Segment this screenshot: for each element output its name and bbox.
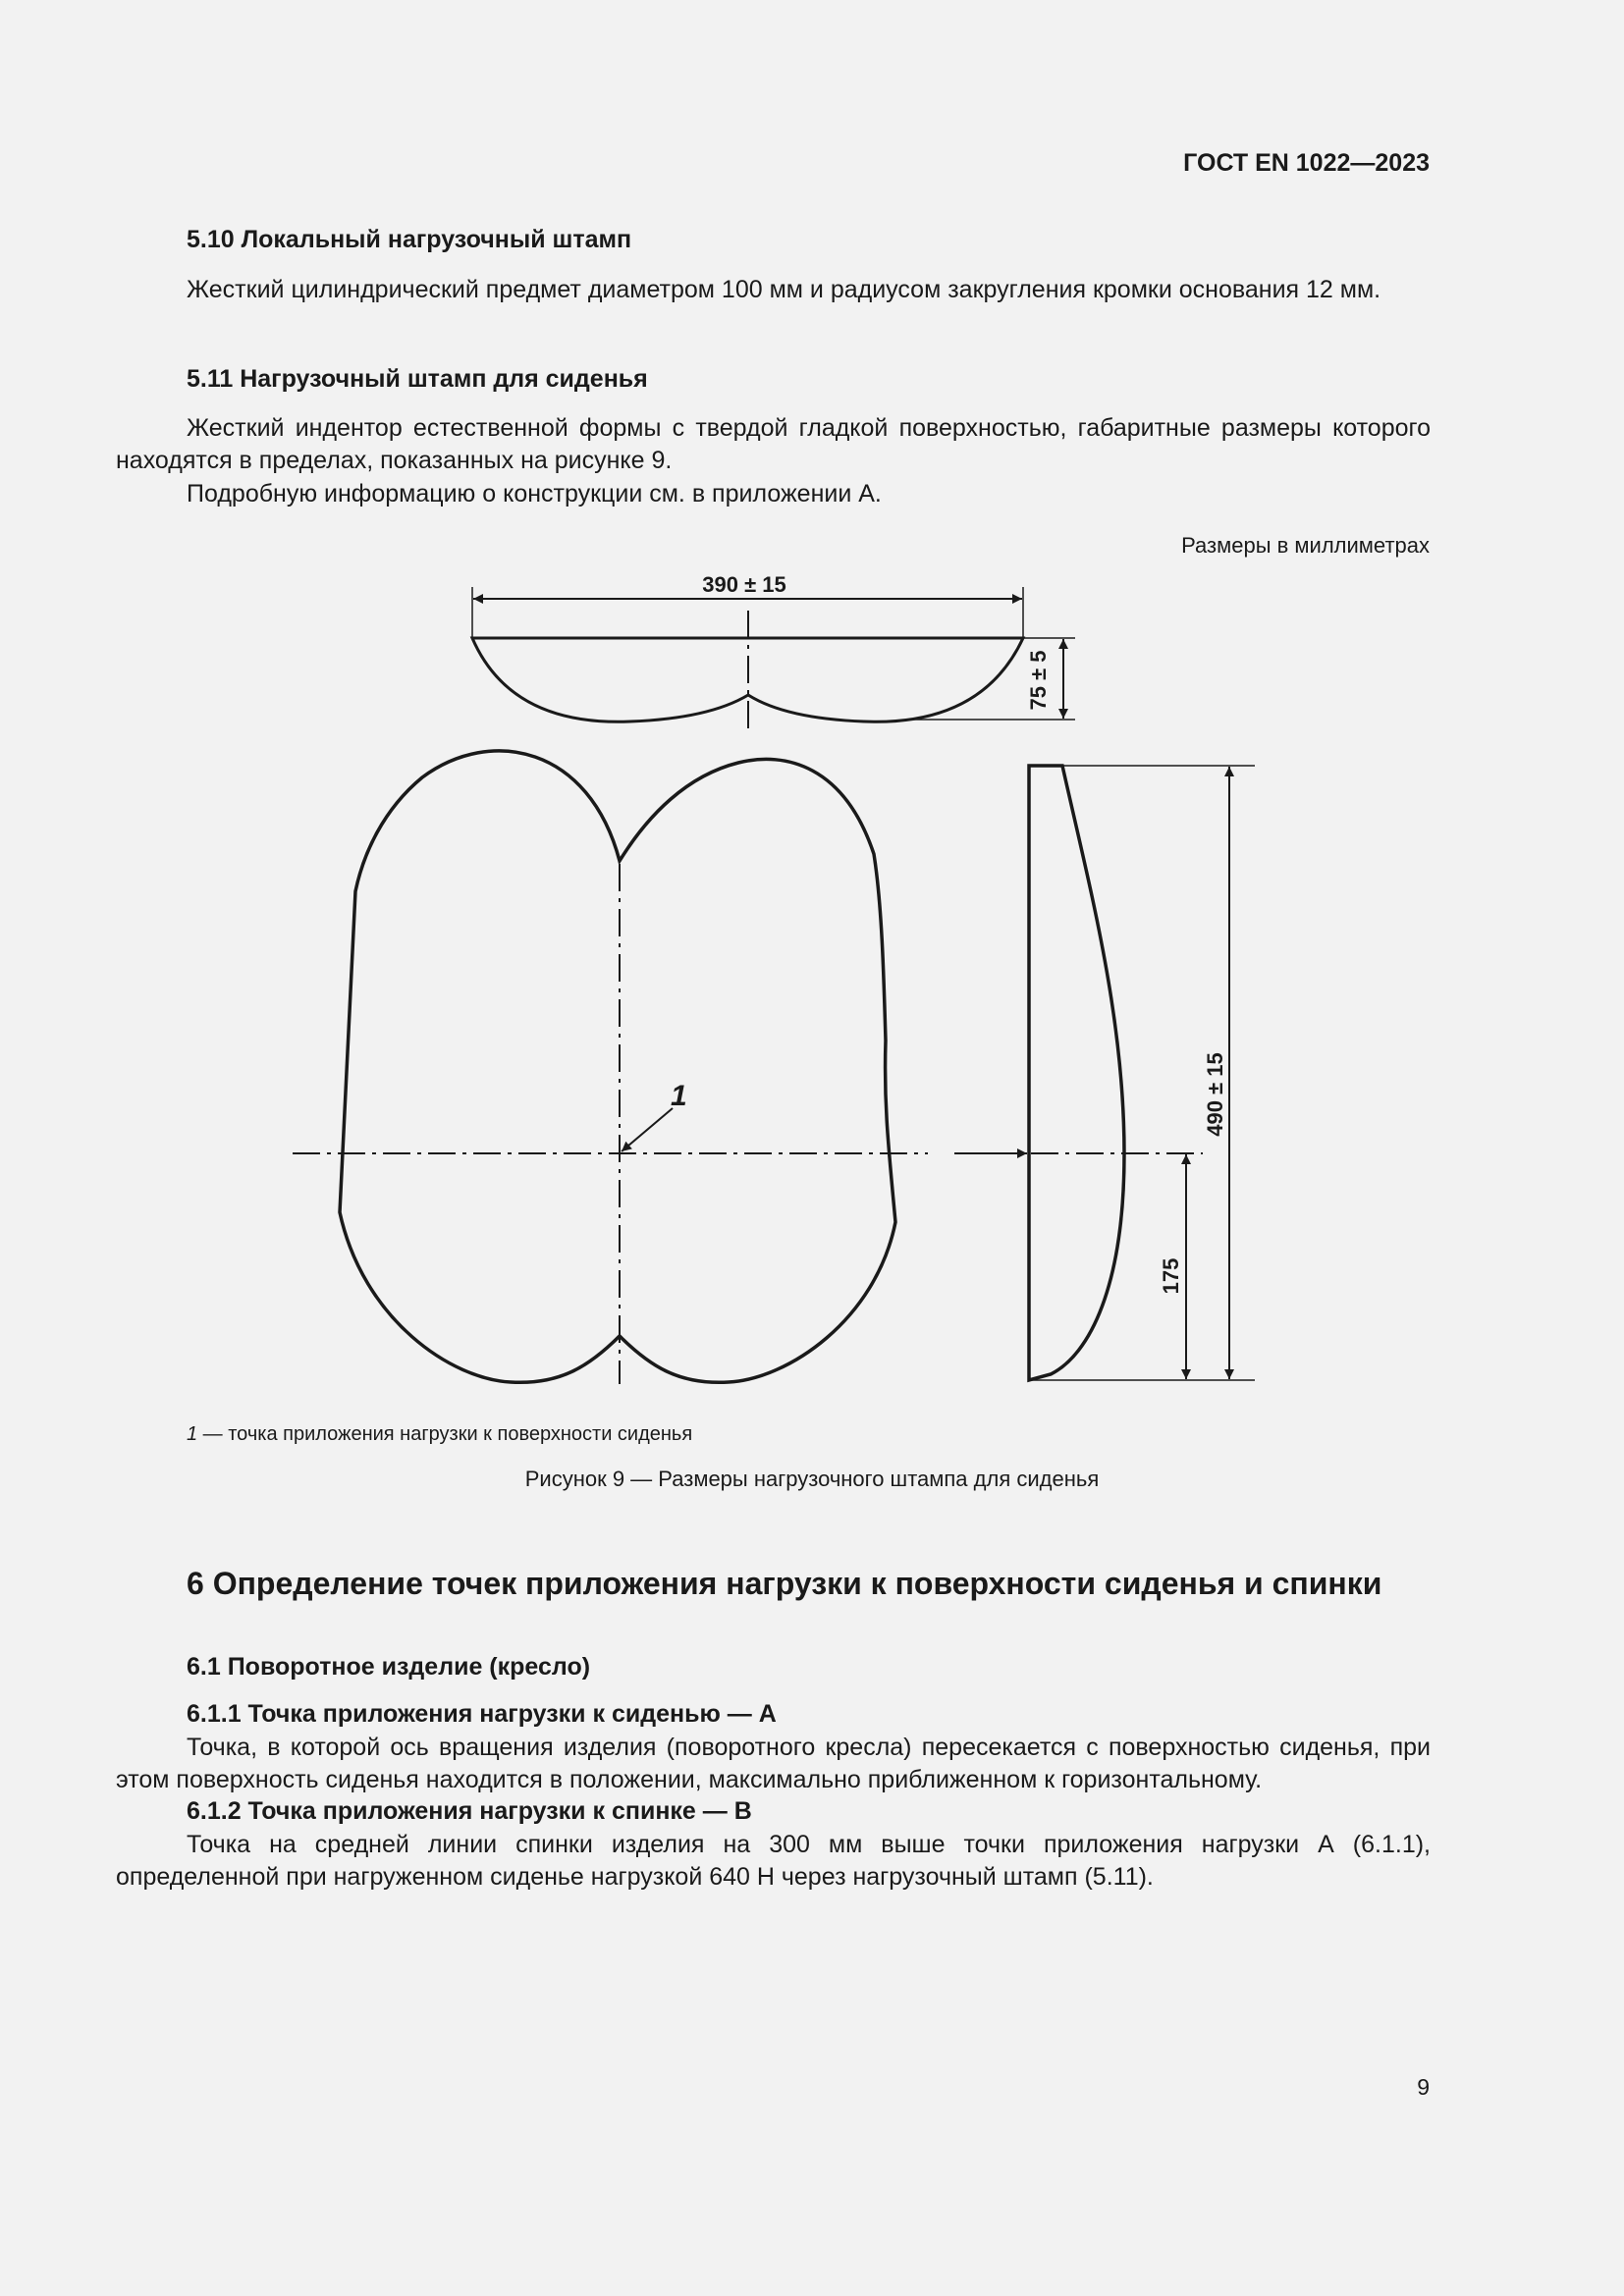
document-code: ГОСТ EN 1022—2023: [1183, 149, 1430, 177]
section-5-11-heading: 5.11 Нагрузочный штамп для сиденья: [187, 365, 648, 393]
section-6-1-2-text: Точка на средней линии спинки изделия на 300 мм выше точки приложения нагрузки А (6.1.1), определенной при нагруженном сиденье нагрузкой 640 Н через нагрузочный штамп (5.11).: [116, 1831, 1431, 1891]
page-number: 9: [1417, 2074, 1430, 2100]
units-note: Размеры в миллиметрах: [1181, 533, 1430, 558]
figure-legend: [187, 1423, 692, 1446]
width-dimension-label: 390 ± 15: [702, 572, 786, 597]
section-6-heading: 6 Определение точек приложения нагрузки к поверхности сиденья и спинки: [187, 1566, 1382, 1601]
section-6-1-heading: 6.1 Поворотное изделие (кресло): [187, 1653, 591, 1681]
length-dimension-label: 490 ± 15: [1203, 1052, 1227, 1137]
point-dimension-label: 175: [1159, 1257, 1183, 1295]
figure-caption: Рисунок 9 — Размеры нагрузочного штампа для сиденья: [524, 1467, 1100, 1491]
section-5-10-heading: 5.10 Локальный нагрузочный штамп: [187, 226, 632, 253]
section-5-10-text: Жесткий цилиндрический предмет диаметром 100 мм и радиусом закругления кромки основания 12 мм.: [187, 276, 1381, 303]
legend-text: — точка приложения нагрузки к поверхности сиденья: [197, 1423, 693, 1445]
legend-number: 1: [187, 1423, 198, 1445]
section-5-11-text-2: Подробную информацию о конструкции см. в приложении А.: [187, 480, 882, 507]
section-5-11-text-1: Жесткий индентор естественной формы с твердой гладкой поверхностью, габаритные размеры которого находятся в пределах, показанных на рисунке 9.: [116, 414, 1431, 474]
stamp-side-view: [1029, 766, 1124, 1380]
section-6-1-2-heading: 6.1.2 Точка приложения нагрузки к спинке — В: [187, 1797, 752, 1825]
stamp-plan-view: [340, 751, 895, 1382]
load-point-label: 1: [671, 1080, 687, 1112]
depth-dimension-label: 75 ± 5: [1026, 650, 1051, 711]
section-6-1-1-heading: 6.1.1 Точка приложения нагрузки к сиденью — А: [187, 1700, 777, 1728]
load-point-leader: [622, 1108, 673, 1151]
section-6-1-1-text: Точка, в которой ось вращения изделия (поворотного кресла) пересекается с поверхностью сиденья, при этом поверхность сиденья находится в положении, максимально приближенном к горизонтальному.: [116, 1734, 1431, 1793]
